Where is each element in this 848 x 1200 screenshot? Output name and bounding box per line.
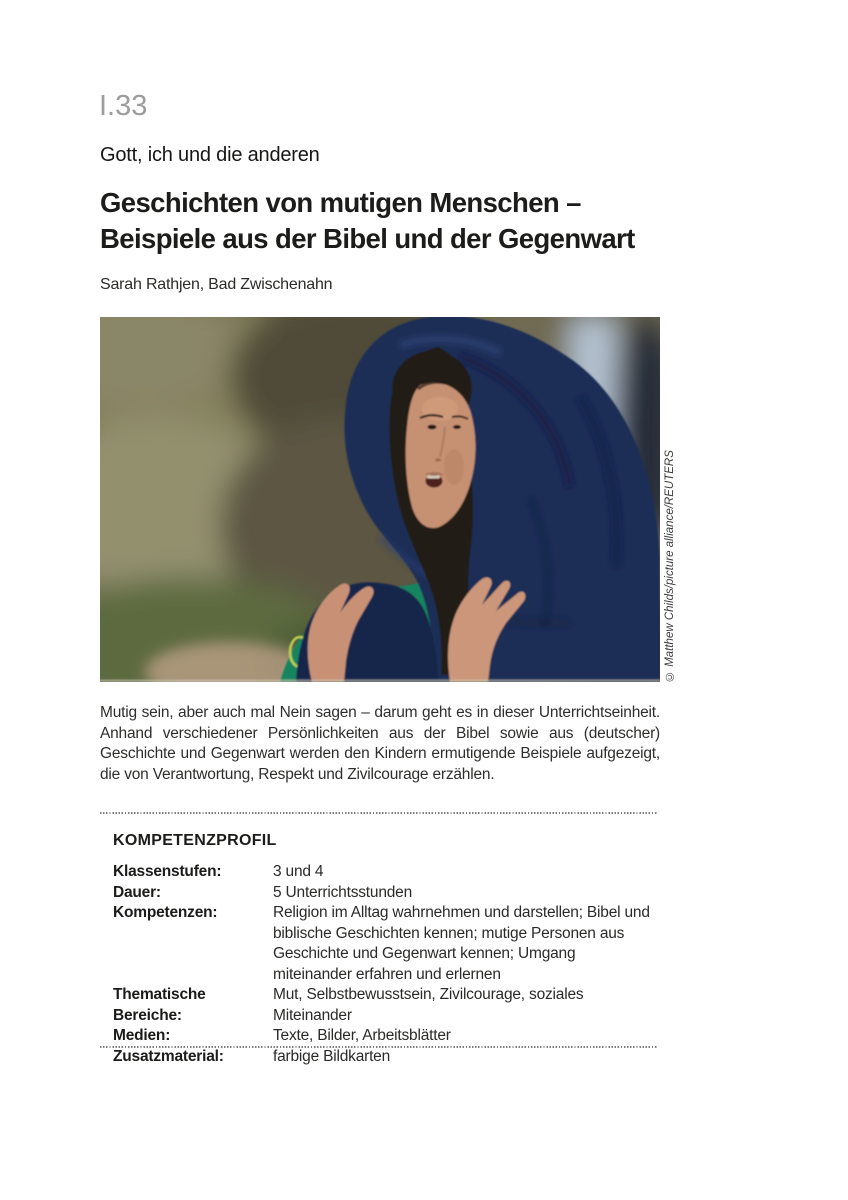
profile-row-label: Kompetenzen:	[113, 904, 218, 921]
profile-row-label: Thematische Bereiche:	[113, 986, 206, 1024]
intro-paragraph: Mutig sein, aber auch mal Nein sagen – darum geht es in dieser Unterrichtseinheit. Anhand verschiedener Persönlichkeiten aus der Bibel sowie aus (deutscher) Geschichte und Gegenwart werden den Kindern ermutigende Beispiele aufgezeigt, die von Verantwortung, Respekt und Zivilcourage erzählen.	[100, 704, 660, 783]
profile-row-value: Texte, Bilder, Arbeitsblätter	[273, 1027, 451, 1044]
page-title-line-2: Beispiele aus der Bibel und der Gegenwart	[100, 223, 635, 254]
competence-profile-heading: KOMPETENZPROFIL	[113, 832, 277, 849]
dotted-rule-bottom	[100, 1046, 658, 1048]
article-photo	[100, 317, 660, 682]
profile-row-value: Religion im Alltag wahrnehmen und darstellen; Bibel und biblische Geschichten kennen; mutige Personen aus Geschichte und Gegenwart kennen; Umgang miteinander erfahren und erlernen	[273, 904, 650, 983]
article-photo-illustration	[100, 317, 660, 682]
profile-row-value: Mut, Selbstbewusstsein, Zivilcourage, soziales Miteinander	[273, 986, 584, 1024]
profile-row-label: Klassenstufen:	[113, 863, 222, 880]
photo-bottom-edge	[100, 680, 660, 683]
profile-row-label: Medien:	[113, 1027, 171, 1044]
photo-credit: © Matthew Childs/picture alliance/REUTERS	[664, 450, 676, 682]
profile-row-label: Dauer:	[113, 883, 161, 901]
profile-row-value: 5 Unterrichtsstunden	[273, 883, 413, 901]
profile-row-label: Zusatzmaterial:	[113, 1047, 224, 1065]
dotted-rule-top	[100, 812, 658, 814]
profile-row-value: farbige Bildkarten	[273, 1047, 391, 1065]
page-title-line-1: Geschichten von mutigen Menschen –	[100, 187, 581, 218]
author-line: Sarah Rathjen, Bad Zwischenahn	[100, 276, 333, 293]
competence-profile-table	[113, 862, 658, 1067]
unit-code: I.33	[99, 90, 148, 122]
profile-row-value: 3 und 4	[273, 863, 324, 880]
series-title: Gott, ich und die anderen	[100, 144, 320, 166]
page-title	[100, 185, 635, 257]
